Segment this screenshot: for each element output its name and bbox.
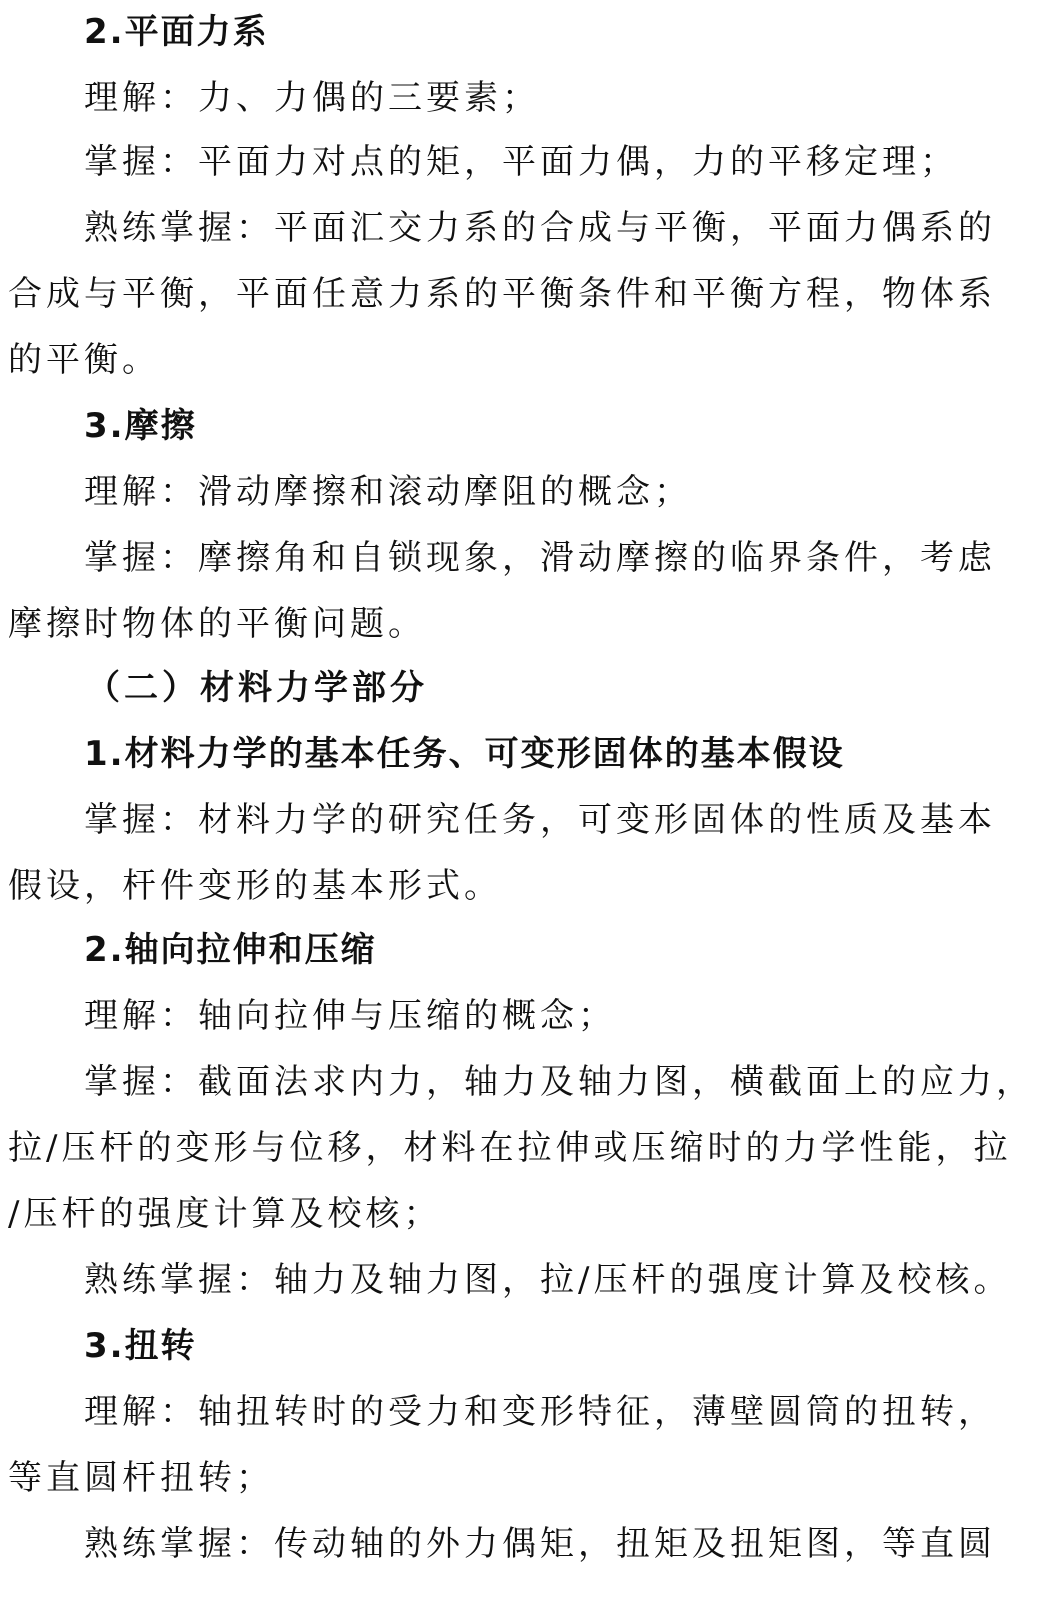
paragraph-line: 理解：滑动摩擦和滚动摩阻的概念； [84,472,692,512]
paragraph-line: 等直圆杆扭转； [8,1458,274,1498]
paragraph-line: 理解：轴扭转时的受力和变形特征，薄壁圆筒的扭转， [84,1392,996,1432]
paragraph-line: 的平衡。 [8,340,160,380]
paragraph-line: 拉/压杆的变形与位移，材料在拉伸或压缩时的力学性能，拉 [8,1128,1012,1168]
section-heading-basic-tasks: 1.材料力学的基本任务、可变形固体的基本假设 [84,734,845,774]
paragraph-line: 掌握：截面法求内力，轴力及轴力图，横截面上的应力， [84,1062,1034,1102]
paragraph-line: 熟练掌握：轴力及轴力图，拉/压杆的强度计算及校核。 [84,1260,1012,1300]
paragraph-line: 熟练掌握：平面汇交力系的合成与平衡，平面力偶系的 [84,208,996,248]
paragraph-line: 理解：轴向拉伸与压缩的概念； [84,996,616,1036]
paragraph-line: 合成与平衡，平面任意力系的平衡条件和平衡方程，物体系 [8,274,996,314]
part-heading-mechanics-of-materials: （二）材料力学部分 [86,668,428,708]
section-heading-planar-force-system: 2.平面力系 [84,12,269,52]
section-heading-friction: 3.摩擦 [84,406,197,446]
section-heading-axial-tension: 2.轴向拉伸和压缩 [84,930,377,970]
paragraph-line: 假设，杆件变形的基本形式。 [8,866,502,906]
paragraph-line: /压杆的强度计算及校核； [8,1194,442,1234]
paragraph-line: 掌握：平面力对点的矩，平面力偶，力的平移定理； [84,142,958,182]
paragraph-line: 掌握：摩擦角和自锁现象，滑动摩擦的临界条件，考虑 [84,538,996,578]
paragraph-line: 熟练掌握：传动轴的外力偶矩，扭矩及扭矩图，等直圆 [84,1524,996,1564]
paragraph-line: 理解：力、力偶的三要素； [84,78,540,118]
section-heading-torsion: 3.扭转 [84,1326,197,1366]
paragraph-line: 摩擦时物体的平衡问题。 [8,604,426,644]
paragraph-line: 掌握：材料力学的研究任务，可变形固体的性质及基本 [84,800,996,840]
